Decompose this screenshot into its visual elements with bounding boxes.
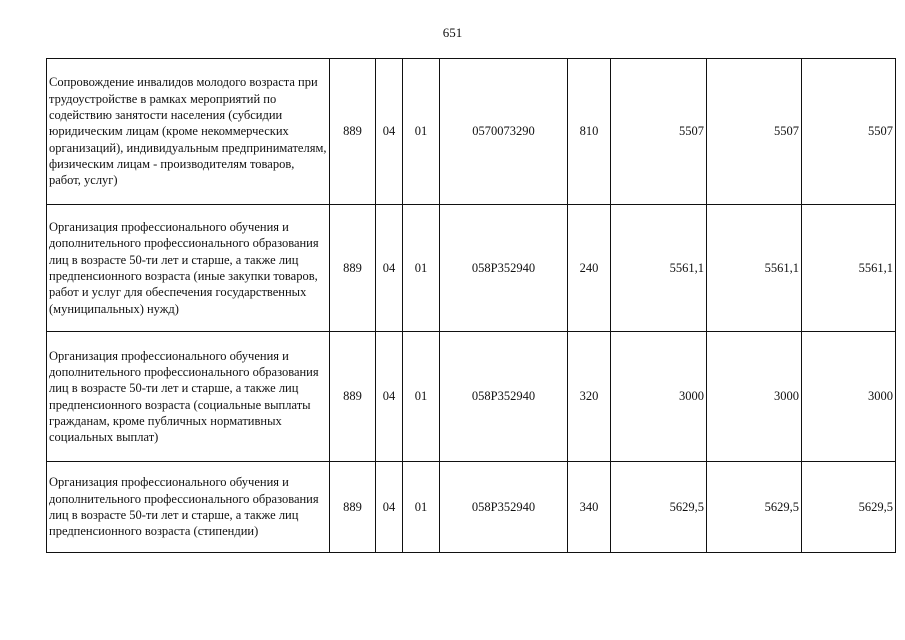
target-article-code: 058P352940 xyxy=(440,462,568,553)
target-article-code: 058P352940 xyxy=(440,332,568,462)
expense-description: Организация профессионального обучения и дополнительного профессионального образования лиц в возрасте 50-ти лет и старше, а также лиц предпенсионного возраста (стипендии) xyxy=(47,462,330,553)
amount-cell: 5561,1 xyxy=(611,205,707,332)
amount-cell: 5629,5 xyxy=(611,462,707,553)
ministry-code: 889 xyxy=(330,332,376,462)
section-code: 04 xyxy=(376,205,403,332)
table-row xyxy=(47,332,896,462)
budget-table xyxy=(46,58,896,553)
expense-description: Сопровождение инвалидов молодого возраста при трудоустройстве в рамках мероприятий по содействию занятости населения (субсидии юридическим лицам (кроме некоммерческих организаций), индивидуальным предпринимателям, физическим лицам - производителям товаров, работ, услуг) xyxy=(47,59,330,205)
target-article-code: 058P352940 xyxy=(440,205,568,332)
expense-type-code: 340 xyxy=(568,462,611,553)
subsection-code: 01 xyxy=(403,205,440,332)
amount-cell: 5507 xyxy=(707,59,802,205)
table-row xyxy=(47,462,896,553)
ministry-code: 889 xyxy=(330,462,376,553)
expense-type-code: 810 xyxy=(568,59,611,205)
expense-description: Организация профессионального обучения и дополнительного профессионального образования лиц в возрасте 50-ти лет и старше, а также лиц предпенсионного возраста (иные закупки товаров, работ и услуг для обеспечения государственных (муниципальных) нужд) xyxy=(47,205,330,332)
amount-cell: 5561,1 xyxy=(707,205,802,332)
amount-cell: 3000 xyxy=(802,332,896,462)
section-code: 04 xyxy=(376,462,403,553)
ministry-code: 889 xyxy=(330,205,376,332)
target-article-code: 0570073290 xyxy=(440,59,568,205)
ministry-code: 889 xyxy=(330,59,376,205)
amount-cell: 5629,5 xyxy=(707,462,802,553)
amount-cell: 3000 xyxy=(611,332,707,462)
subsection-code: 01 xyxy=(403,59,440,205)
amount-cell: 5507 xyxy=(611,59,707,205)
expense-type-code: 320 xyxy=(568,332,611,462)
expense-description: Организация профессионального обучения и дополнительного профессионального образования лиц в возрасте 50-ти лет и старше, а также лиц предпенсионного возраста (социальные выплаты гражданам, кроме публичных нормативных социальных выплат) xyxy=(47,332,330,462)
section-code: 04 xyxy=(376,332,403,462)
subsection-code: 01 xyxy=(403,462,440,553)
section-code: 04 xyxy=(376,59,403,205)
page-number: 651 xyxy=(442,25,463,40)
expense-type-code: 240 xyxy=(568,205,611,332)
table-row xyxy=(47,59,896,205)
amount-cell: 5561,1 xyxy=(802,205,896,332)
amount-cell: 5629,5 xyxy=(802,462,896,553)
amount-cell: 5507 xyxy=(802,59,896,205)
subsection-code: 01 xyxy=(403,332,440,462)
table-row xyxy=(47,205,896,332)
amount-cell: 3000 xyxy=(707,332,802,462)
